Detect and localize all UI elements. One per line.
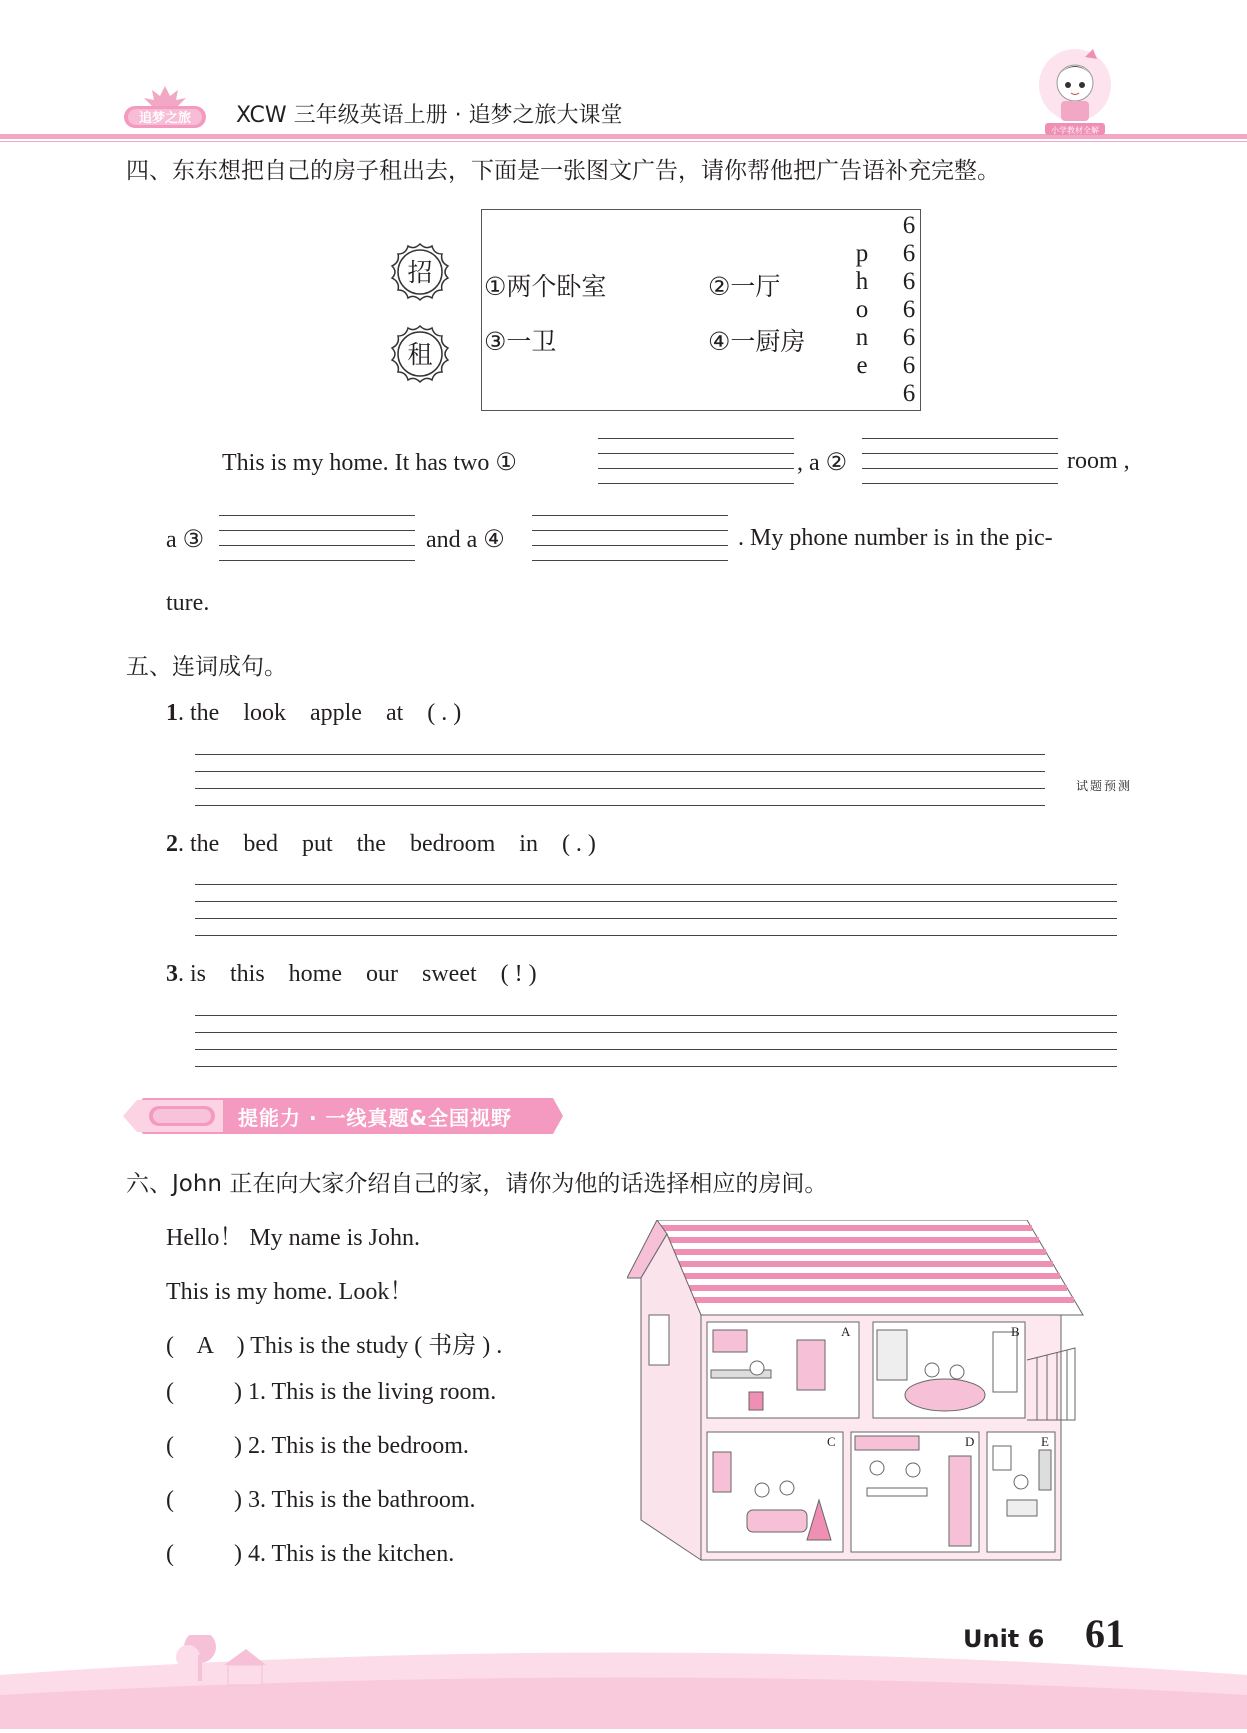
brand-logo bbox=[120, 84, 210, 138]
svg-text:追梦之旅: 追梦之旅 bbox=[138, 111, 192, 126]
q6-intro-1: Hello！ My name is John. bbox=[166, 1225, 420, 1251]
ad-item-2: ②一厅 bbox=[708, 272, 781, 301]
phone-digits bbox=[899, 212, 919, 408]
answer-blank-2[interactable] bbox=[862, 438, 1058, 482]
svg-text:小学教材全解: 小学教材全解 bbox=[1051, 126, 1099, 135]
q5-item-1 bbox=[166, 700, 461, 727]
side-note: 试题预测 bbox=[1076, 779, 1133, 793]
phone-digit: 6 bbox=[902, 268, 916, 295]
q6-intro-2: This is my home. Look！ bbox=[166, 1279, 414, 1305]
q6-question-1[interactable]: ( ) 1. This is the living room. bbox=[166, 1379, 497, 1405]
phone-word bbox=[852, 240, 872, 380]
phone-digit: 6 bbox=[902, 324, 916, 351]
q4-line2-text-a: a ③ bbox=[166, 527, 205, 553]
q5-item-words: . is this home our sweet ( ! ) bbox=[178, 961, 537, 987]
mascot-image bbox=[1035, 45, 1115, 144]
phone-letter: e bbox=[856, 352, 868, 379]
page-number: 61 bbox=[1085, 1611, 1125, 1656]
answer-blank-1[interactable] bbox=[598, 438, 794, 482]
header-title: XCW 三年级英语上册 · 追梦之旅大课堂 bbox=[236, 103, 623, 128]
q5-item-2 bbox=[166, 831, 596, 858]
svg-text:C: C bbox=[827, 1434, 836, 1449]
q5-item-number: 1 bbox=[166, 700, 178, 726]
q4-line2-text-c: . My phone number is in the pic- bbox=[738, 525, 1053, 551]
badge-zhao bbox=[388, 240, 452, 308]
phone-letter: h bbox=[855, 268, 869, 295]
svg-text:D: D bbox=[965, 1434, 975, 1449]
badge-zu bbox=[388, 322, 452, 390]
writing-lines-1[interactable] bbox=[195, 754, 1045, 808]
svg-text:租: 租 bbox=[407, 340, 433, 369]
q5-item-3 bbox=[166, 961, 537, 988]
q4-line1-text-b: , a ② bbox=[797, 450, 848, 476]
phone-digit: 6 bbox=[902, 352, 916, 379]
q6-question-3[interactable]: ( ) 3. This is the bathroom. bbox=[166, 1487, 476, 1513]
ad-item-1: ①两个卧室 bbox=[484, 272, 607, 301]
svg-text:E: E bbox=[1041, 1434, 1049, 1449]
phone-letter: o bbox=[855, 296, 869, 323]
house-illustration bbox=[627, 1220, 1101, 1569]
writing-lines-2[interactable] bbox=[195, 884, 1117, 938]
banner-text: 提能力 · 一线真题&全国视野 bbox=[238, 1106, 512, 1130]
footer-background bbox=[0, 1635, 1247, 1729]
phone-letter: n bbox=[855, 324, 869, 351]
writing-lines-3[interactable] bbox=[195, 1015, 1117, 1069]
q5-item-words: . the look apple at ( . ) bbox=[178, 700, 462, 726]
ad-item-4: ④一厨房 bbox=[708, 327, 806, 356]
q6-question-4[interactable]: ( ) 4. This is the kitchen. bbox=[166, 1541, 455, 1567]
q5-item-number: 2 bbox=[166, 831, 178, 857]
phone-digit: 6 bbox=[902, 240, 916, 267]
svg-text:招: 招 bbox=[407, 258, 433, 287]
svg-text:A: A bbox=[841, 1324, 851, 1339]
q6-example: ( A ) This is the study ( 书房 ) . bbox=[166, 1333, 503, 1359]
phone-digit: 6 bbox=[902, 212, 916, 239]
svg-text:B: B bbox=[1011, 1324, 1020, 1339]
q4-heading: 四、东东想把自己的房子租出去，下面是一张图文广告，请你帮他把广告语补充完整。 bbox=[126, 158, 1000, 184]
q6-question-2[interactable]: ( ) 2. This is the bedroom. bbox=[166, 1433, 469, 1459]
phone-letter: p bbox=[855, 240, 869, 267]
unit-label: Unit 6 bbox=[963, 1625, 1045, 1653]
ad-item-3: ③一卫 bbox=[484, 327, 557, 356]
answer-blank-4[interactable] bbox=[532, 515, 728, 559]
q4-line2-text-b: and a ④ bbox=[426, 527, 505, 553]
q6-heading: 六、John 正在向大家介绍自己的家，请你为他的话选择相应的房间。 bbox=[126, 1171, 828, 1197]
phone-digit: 6 bbox=[902, 380, 916, 407]
q5-item-words: . the bed put the bedroom in ( . ) bbox=[178, 831, 596, 857]
q4-line1-text-a: This is my home. It has two ① bbox=[222, 450, 517, 476]
q4-line3-text: ture. bbox=[166, 590, 210, 616]
answer-blank-3[interactable] bbox=[219, 515, 415, 559]
q5-item-number: 3 bbox=[166, 961, 178, 987]
q5-heading: 五、连词成句。 bbox=[126, 654, 287, 680]
phone-digit: 6 bbox=[902, 296, 916, 323]
q4-line1-text-c: room , bbox=[1067, 448, 1130, 474]
